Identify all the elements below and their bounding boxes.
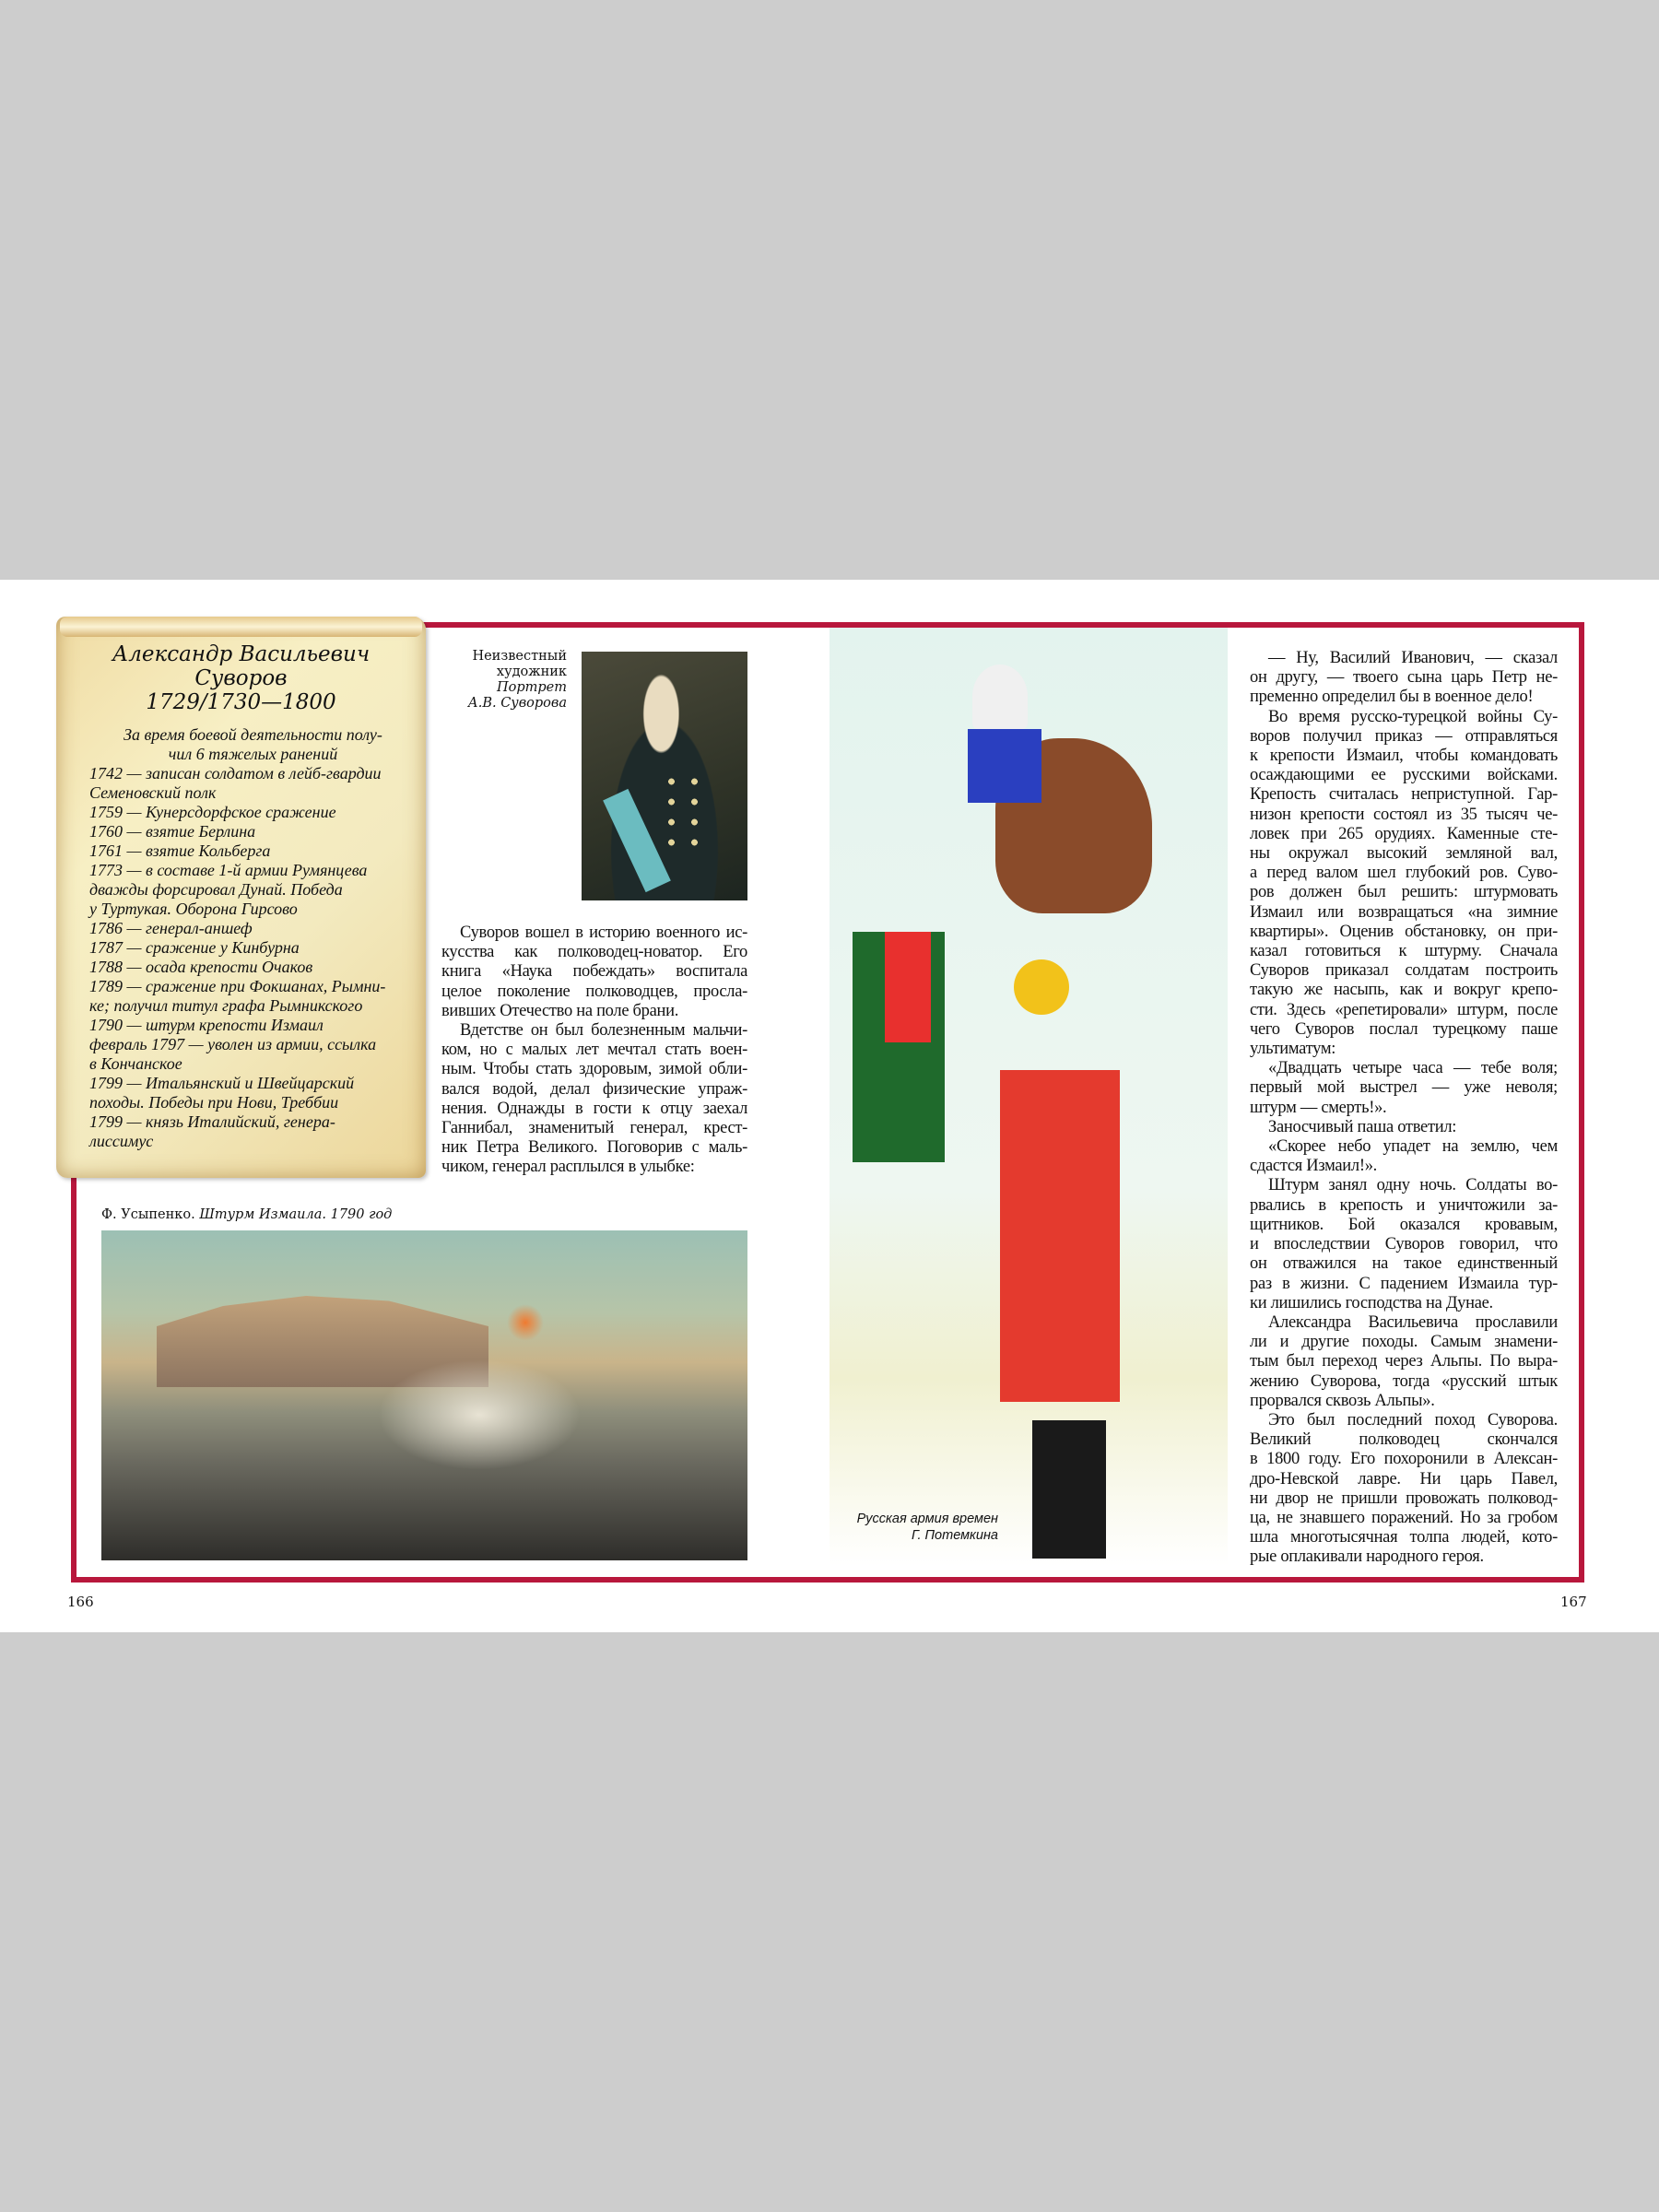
rider-coat (968, 729, 1041, 803)
text-line: сти. Здесь «репетировали» штурм, после (1250, 1000, 1558, 1019)
timeline-line: ке; получил титул графа Рымникского (89, 996, 363, 1015)
text-line: он отважился на такое единственный (1250, 1254, 1558, 1274)
right-text-column (1250, 649, 1558, 1568)
text-line: прорвался сквозь Альпы». (1250, 1391, 1435, 1410)
text-line: а перед валом шел глубокий ров. Суво- (1250, 864, 1558, 883)
text-line: Это был последний поход Суворова. (1268, 1410, 1558, 1430)
paragraph (1250, 708, 1558, 1060)
timeline-line: 1786 — генерал-аншеф (89, 919, 253, 937)
text-line: штурм — смерть!». (1250, 1098, 1387, 1117)
text-line: жению Суворова, тогда «русский штык (1250, 1371, 1558, 1391)
text-line: книга «Наука побеждать» воспитала (441, 962, 747, 982)
text-line: в 1800 году. Его похоронили в Алексан- (1250, 1450, 1558, 1469)
timeline-line: 1787 — сражение у Кинбурна (89, 938, 300, 957)
timeline-line: 1788 — осада крепости Очаков (89, 958, 313, 976)
text-line: «Двадцать четыре часа — тебе воля; (1268, 1059, 1558, 1078)
text-line: Штурм занял одну ночь. Солдаты во- (1268, 1176, 1558, 1195)
text-line: ник Петра Великого. Поговорив с маль- (441, 1138, 747, 1158)
book-spread (0, 580, 1659, 1632)
text-line: «Скорее небо упадет на землю, чем (1268, 1137, 1558, 1157)
timeline-line: лиссимус (89, 1132, 154, 1150)
text-line: такую же насыпь, как и вокруг крепо- (1250, 981, 1558, 1000)
text-line: ров должен был решить: штурмовать (1250, 883, 1558, 902)
scroll-intro: За время боевой деятельности полу- (124, 725, 382, 744)
scroll-title-name: Александр Васильевич (112, 642, 371, 666)
text-line: Александра Васильевича прославили (1268, 1312, 1558, 1332)
portrait-orders (660, 771, 706, 854)
text-line: сдастся Измаил!». (1250, 1157, 1377, 1176)
text-line: вивших Отечество на поле брани. (441, 1001, 679, 1020)
timeline-line: 1799 — князь Италийский, генера- (89, 1112, 335, 1131)
text-line: осаждающими ее русскими войсками. (1250, 766, 1558, 785)
caption-title: Портрет (496, 680, 567, 695)
timeline-line: 1742 — записан солдатом в лейб-гвардии (89, 764, 382, 782)
russian-army-illustration (830, 628, 1228, 1566)
paragraph (1250, 1411, 1558, 1568)
text-line: кусства как полководец-новатор. Его (441, 943, 747, 962)
text-line: раз в жизни. С падением Измаила тур- (1250, 1274, 1558, 1293)
paragraph (1250, 1137, 1558, 1176)
text-line: Заносчивый паша ответил: (1268, 1117, 1457, 1136)
paragraph (1250, 1176, 1558, 1312)
paragraph (1250, 649, 1558, 708)
page-number-right: 167 (1560, 1594, 1587, 1610)
paragraph (1250, 1118, 1558, 1137)
timeline-line: 1759 — Кунерсдорфское сражение (89, 803, 336, 821)
timeline-line: февраль 1797 — уволен из армии, ссылка (89, 1035, 377, 1053)
text-line: первый мой выстрел — уже неволя; (1250, 1078, 1558, 1098)
text-line: ца, не знавшего поражений. Но за гробом (1250, 1508, 1558, 1527)
text-line: он другу, — твоего сына царь Петр не- (1250, 668, 1558, 688)
text-line: Суворов приказал солдатам построить (1250, 961, 1558, 981)
text-line: целое поколение полководцев, просла- (441, 982, 747, 1001)
caption-line: Г. Потемкина (912, 1528, 998, 1543)
timeline-line: 1790 — штурм крепости Измаил (89, 1016, 324, 1034)
text-line: воров получил приказ — отправляться (1250, 726, 1558, 746)
text-line: шла многотысячная толпа людей, кото- (1250, 1528, 1558, 1547)
timeline-line: 1761 — взятие Кольберга (89, 841, 271, 860)
caption-artist: Неизвестный (472, 649, 567, 664)
scroll-title (56, 642, 426, 714)
text-line: пременно определил бы в военное дело! (1250, 688, 1534, 707)
scroll-intro: чил 6 тяжелых ранений (168, 745, 338, 763)
soldier-boots (1032, 1420, 1106, 1559)
text-line: ли и другие походы. Самым знамени- (1250, 1333, 1558, 1352)
helmet (972, 665, 1028, 729)
timeline-line: дважды форсировал Дунай. Победа (89, 880, 343, 899)
paragraph (1250, 1059, 1558, 1118)
timeline-lines (89, 764, 417, 1151)
text-line: и впоследствии Суворов говорил, что (1250, 1235, 1558, 1254)
caption-line: Русская армия времен (856, 1512, 998, 1526)
portrait-caption (461, 649, 567, 712)
caption-title: А.В. Суворова (467, 696, 567, 711)
timeline-line: походы. Победы при Нови, Треббии (89, 1093, 339, 1112)
timeline-line: в Кончанское (89, 1054, 182, 1073)
soldiers-caption (830, 1511, 998, 1544)
text-line: тым был переход через Альпы. По выра- (1250, 1352, 1558, 1371)
scroll-title-years: 1729/1730—1800 (146, 690, 336, 714)
page-number-left: 166 (67, 1594, 94, 1610)
scroll-title-surname: Суворов (194, 666, 288, 690)
paragraph (441, 924, 747, 1021)
text-line: Крепость считалась неприступной. Гар- (1250, 785, 1558, 805)
biography-scroll (56, 617, 426, 1178)
caption-title: Штурм Измаила. 1790 год (199, 1207, 393, 1222)
text-line: рвались в крепость и уничтожили за- (1250, 1195, 1558, 1215)
scroll-timeline (89, 725, 417, 1151)
timeline-line: 1799 — Итальянский и Швейцарский (89, 1074, 355, 1092)
text-line: низон крепости состоял из 35 тысяч че- (1250, 805, 1558, 824)
text-line: Вдетстве он был болезненным мальчи- (460, 1021, 747, 1041)
text-line: вался водой, делал физические упраж- (441, 1079, 747, 1099)
text-line: ки лишились господства на Дунае. (1250, 1293, 1493, 1312)
text-line: ным. Чтобы стать здоровым, зимой обли- (441, 1060, 747, 1079)
caption-author: Ф. Усыпенко. (101, 1207, 200, 1222)
storm-of-izmail-painting (101, 1230, 747, 1560)
timeline-line: 1760 — взятие Берлина (89, 822, 256, 841)
timeline-line: у Туртукая. Оборона Гирсово (89, 900, 298, 918)
timeline-line: 1773 — в составе 1-й армии Румянцева (89, 861, 368, 879)
text-line: ком, но с малых лет мечтал стать воен- (441, 1041, 747, 1060)
soldier-uniform (1000, 1070, 1120, 1402)
text-line: дро-Невской лавре. Ни царь Павел, (1250, 1469, 1558, 1488)
timeline-line: 1789 — сражение при Фокшанах, Рымни- (89, 977, 386, 995)
text-line: ультиматум: (1250, 1040, 1336, 1059)
text-line: Суворов вошел в историю военного ис- (460, 924, 747, 942)
text-line: казал готовиться к штурму. Сначала (1250, 942, 1558, 961)
smoke (378, 1359, 581, 1470)
text-line: рые оплакивали народного героя. (1250, 1547, 1484, 1567)
text-line: квартиры». Оценив обстановку, он при- (1250, 922, 1558, 941)
caption-artist: художник (496, 665, 567, 679)
storm-caption (101, 1207, 392, 1222)
soldier-hat (1014, 959, 1069, 1015)
text-line: чиком, генерал расплылся в улыбке: (441, 1158, 695, 1177)
paragraph (441, 1021, 747, 1178)
text-line: щитников. Бой оказался кровавым, (1250, 1215, 1558, 1234)
text-line: к крепости Измаил, чтобы командовать (1250, 747, 1558, 766)
text-line: Во время русско-турецкой войны Су- (1268, 707, 1558, 726)
text-line: чего Суворов послал турецкому паше (1250, 1019, 1558, 1039)
text-line: — Ну, Василий Иванович, — сказал (1268, 649, 1558, 667)
timeline-line: Семеновский полк (89, 783, 217, 802)
text-line: ни двор не пришли провожать полковод- (1250, 1488, 1558, 1508)
text-line: нения. Однажды в гости к отцу заехал (441, 1099, 747, 1118)
text-line: Измаил или возвращаться «на зимние (1250, 902, 1558, 922)
text-line: Великий полководец скончался (1250, 1430, 1558, 1450)
middle-text-column (441, 924, 747, 1178)
fire (507, 1304, 544, 1341)
suvorov-portrait-image (582, 652, 747, 900)
text-line: ловек при 265 орудиях. Каменные сте- (1250, 824, 1558, 843)
text-line: Ганнибал, знаменитый генерал, крест- (441, 1119, 747, 1138)
paragraph (1250, 1313, 1558, 1411)
soldier-vest-left (885, 932, 931, 1042)
text-line: ны окружал высокий земляной вал, (1250, 844, 1558, 864)
